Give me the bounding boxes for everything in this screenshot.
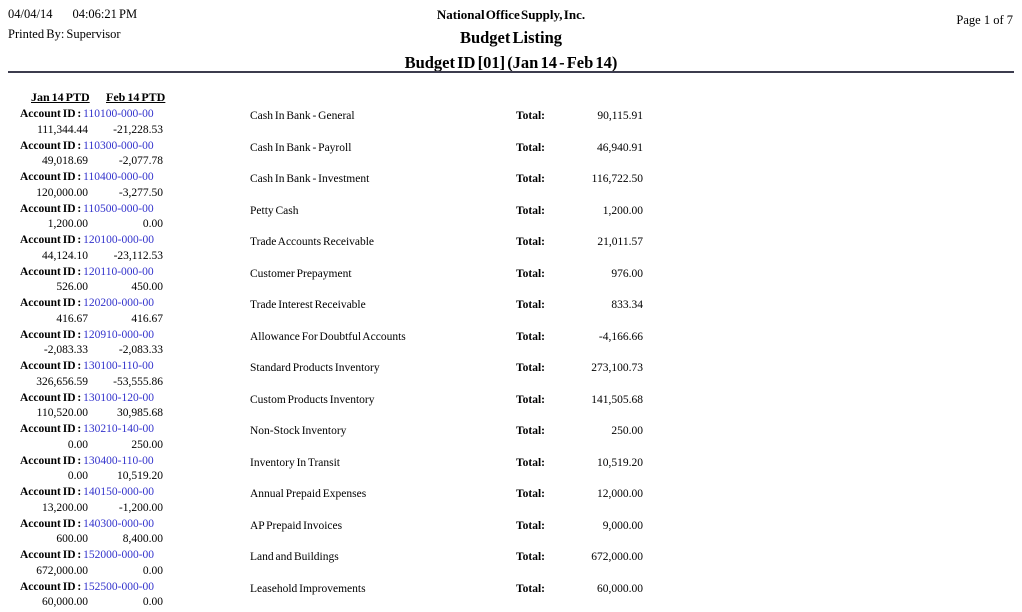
feb-ptd-value: 0.00 — [142, 564, 163, 577]
jan-ptd-value: 111,344.44 — [37, 123, 88, 136]
account-id-line — [20, 455, 154, 467]
account-id-line — [20, 486, 154, 498]
total-value: 9,000.00 — [602, 519, 643, 532]
account-id-link[interactable]: 120100-000-00 — [83, 234, 155, 246]
account-row — [0, 329, 1022, 361]
account-id-label: Account ID : — [20, 391, 82, 404]
jan-ptd-value: 1,200.00 — [47, 218, 88, 230]
account-id-link[interactable]: 130100-120-00 — [83, 391, 155, 404]
ptd-values-line — [0, 281, 163, 293]
jan-ptd-value: 0.00 — [67, 470, 88, 482]
account-id-link[interactable]: 152000-000-00 — [83, 549, 155, 561]
print-time: 04:06:21 PM — [72, 7, 138, 21]
account-id-line — [20, 329, 154, 341]
account-row — [0, 360, 1022, 392]
total-value: 21,011.57 — [597, 236, 643, 248]
total-label: Total: — [516, 299, 545, 311]
feb-ptd-value: -53,555.86 — [113, 375, 163, 388]
account-id-label: Account ID : — [20, 202, 82, 215]
account-id-link[interactable]: 130100-110-00 — [83, 360, 154, 372]
account-description: Trade Accounts Receivable — [250, 236, 375, 248]
total-value: 976.00 — [611, 267, 643, 280]
feb-ptd-value: -23,112.53 — [113, 249, 163, 262]
account-id-link[interactable]: 110500-000-00 — [83, 202, 154, 215]
total-label: Total: — [516, 204, 545, 217]
account-row — [0, 455, 1022, 487]
feb-ptd-value: 250.00 — [131, 438, 163, 451]
budget-table — [0, 90, 1022, 612]
ptd-values-line — [0, 376, 163, 388]
feb-ptd-value: -2,077.78 — [118, 155, 163, 167]
total-value: -4,166.66 — [598, 330, 643, 343]
account-id-label: Account ID : — [20, 139, 82, 152]
account-id-line — [20, 392, 154, 404]
account-description: Custom Products Inventory — [250, 393, 375, 406]
total-value: 1,200.00 — [602, 204, 643, 217]
ptd-values-line — [0, 439, 163, 451]
feb-ptd-value: 8,400.00 — [122, 533, 163, 545]
report-title: Budget Listing — [459, 28, 563, 47]
account-id-line — [20, 518, 154, 530]
total-label: Total: — [516, 362, 545, 374]
account-description: Land and Buildings — [250, 551, 339, 563]
jan-ptd-value: 44,124.10 — [42, 249, 88, 262]
total-value: 12,000.00 — [597, 488, 643, 500]
account-id-line — [20, 360, 154, 372]
feb-ptd-value: 30,985.68 — [117, 407, 163, 419]
header-divider — [8, 71, 1014, 73]
total-value: 273,100.73 — [591, 362, 643, 374]
total-label: Total: — [516, 393, 545, 406]
account-row — [0, 234, 1022, 266]
ptd-values-line — [0, 124, 163, 136]
total-label: Total: — [516, 141, 545, 154]
account-id-line — [20, 171, 154, 183]
account-row — [0, 549, 1022, 581]
total-label: Total: — [516, 488, 545, 500]
jan-ptd-value: 526.00 — [56, 281, 88, 293]
account-id-label: Account ID : — [20, 486, 82, 498]
account-row — [0, 140, 1022, 172]
account-row — [0, 108, 1022, 140]
account-id-link[interactable]: 110300-000-00 — [83, 139, 154, 152]
report-subtitle: Budget ID [01] (Jan 14 - Feb 14) — [404, 53, 618, 72]
total-value: 141,505.68 — [591, 393, 643, 406]
feb-ptd-value: 416.67 — [131, 312, 163, 325]
total-label: Total: — [516, 267, 545, 280]
company-name: National Office Supply, Inc. — [436, 7, 586, 22]
jan-ptd-value: 600.00 — [56, 533, 88, 545]
feb-ptd-value: 450.00 — [131, 281, 163, 293]
account-description: Trade Interest Receivable — [250, 299, 366, 311]
account-description: Inventory In Transit — [250, 456, 340, 469]
jan-ptd-value: 60,000.00 — [42, 596, 88, 608]
account-id-label: Account ID : — [20, 549, 82, 561]
ptd-values-line — [0, 565, 163, 577]
ptd-values-line — [0, 596, 163, 608]
account-id-line — [20, 266, 154, 278]
account-row — [0, 297, 1022, 329]
account-id-link[interactable]: 140150-000-00 — [83, 486, 155, 498]
jan-ptd-value: -2,083.33 — [43, 344, 88, 356]
total-label: Total: — [516, 582, 545, 595]
ptd-values-line — [0, 344, 163, 356]
account-row — [0, 486, 1022, 518]
jan-ptd-value: 416.67 — [56, 312, 88, 325]
total-value: 90,115.91 — [597, 110, 643, 122]
account-row — [0, 518, 1022, 550]
account-rows — [0, 108, 1022, 612]
total-value: 60,000.00 — [597, 582, 643, 595]
account-id-label: Account ID : — [20, 517, 82, 530]
account-id-line — [20, 297, 154, 309]
account-id-link[interactable]: 120910-000-00 — [83, 328, 155, 341]
account-id-link[interactable]: 130400-110-00 — [83, 454, 154, 467]
ptd-values-line — [0, 533, 163, 545]
printed-by: Printed By: Supervisor — [8, 27, 121, 41]
account-description: Leasehold Improvements — [250, 582, 366, 595]
feb-ptd-value: 10,519.20 — [117, 470, 163, 482]
account-row — [0, 581, 1022, 612]
account-id-label: Account ID : — [20, 234, 82, 246]
ptd-values-line — [0, 470, 163, 482]
report-titles — [0, 7, 1022, 73]
ptd-values-line — [0, 218, 163, 230]
account-row — [0, 171, 1022, 203]
account-id-line — [20, 140, 154, 152]
account-id-link[interactable]: 120110-000-00 — [83, 265, 154, 278]
ptd-values-line — [0, 187, 163, 199]
account-description: Customer Prepayment — [250, 267, 352, 280]
feb-ptd-value: -2,083.33 — [118, 344, 163, 356]
jan-ptd-value: 13,200.00 — [42, 501, 88, 514]
column-header-jan-ptd: Jan 14 PTD — [31, 90, 90, 104]
total-label: Total: — [516, 110, 545, 122]
account-description: Petty Cash — [250, 204, 299, 217]
jan-ptd-value: 49,018.69 — [42, 155, 88, 167]
total-label: Total: — [516, 551, 545, 563]
ptd-values-line — [0, 502, 163, 514]
total-label: Total: — [516, 456, 545, 469]
jan-ptd-value: 120,000.00 — [36, 186, 88, 199]
column-headers — [0, 90, 1022, 108]
account-id-label: Account ID : — [20, 580, 82, 593]
account-description: Cash In Bank - General — [250, 110, 355, 122]
account-row — [0, 203, 1022, 235]
jan-ptd-value: 672,000.00 — [36, 564, 88, 577]
account-description: Annual Prepaid Expenses — [250, 488, 367, 500]
account-description: AP Prepaid Invoices — [250, 519, 343, 532]
jan-ptd-value: 326,656.59 — [36, 375, 88, 388]
jan-ptd-value: 0.00 — [67, 438, 88, 451]
total-value: 672,000.00 — [591, 551, 643, 563]
account-row — [0, 392, 1022, 424]
account-id-label: Account ID : — [20, 265, 82, 278]
account-id-label: Account ID : — [20, 297, 82, 309]
ptd-values-line — [0, 155, 163, 167]
account-id-label: Account ID : — [20, 360, 82, 372]
print-date: 04/04/14 — [8, 7, 53, 21]
ptd-values-line — [0, 407, 163, 419]
account-id-line — [20, 549, 154, 561]
account-id-label: Account ID : — [20, 171, 82, 183]
total-value: 10,519.20 — [597, 456, 643, 469]
total-label: Total: — [516, 173, 545, 185]
total-label: Total: — [516, 236, 545, 248]
feb-ptd-value: -21,228.53 — [113, 123, 163, 136]
account-id-link[interactable]: 152500-000-00 — [83, 580, 155, 593]
account-id-label: Account ID : — [20, 108, 82, 120]
total-value: 250.00 — [611, 425, 643, 437]
total-label: Total: — [516, 330, 545, 343]
account-id-link[interactable]: 110100-000-00 — [83, 108, 154, 120]
ptd-values-line — [0, 313, 163, 325]
account-id-link[interactable]: 120200-000-00 — [83, 297, 155, 309]
account-id-label: Account ID : — [20, 454, 82, 467]
account-description: Allowance For Doubtful Accounts — [250, 330, 406, 343]
column-header-feb-ptd: Feb 14 PTD — [106, 90, 166, 104]
ptd-values-line — [0, 250, 163, 262]
total-value: 116,722.50 — [591, 173, 643, 185]
account-id-line — [20, 423, 154, 435]
total-value: 833.34 — [611, 299, 643, 311]
page-indicator: Page 1 of 7 — [956, 13, 1013, 27]
account-id-label: Account ID : — [20, 328, 82, 341]
account-id-link[interactable]: 130210-140-00 — [83, 423, 155, 435]
account-description: Cash In Bank - Payroll — [250, 141, 352, 154]
account-id-link[interactable]: 110400-000-00 — [83, 171, 154, 183]
account-row — [0, 423, 1022, 455]
total-value: 46,940.91 — [597, 141, 643, 154]
account-id-line — [20, 108, 154, 120]
account-description: Standard Products Inventory — [250, 362, 380, 374]
account-description: Non-Stock Inventory — [250, 425, 347, 437]
jan-ptd-value: 110,520.00 — [36, 407, 88, 419]
account-id-line — [20, 234, 154, 246]
account-row — [0, 266, 1022, 298]
account-id-line — [20, 203, 154, 215]
total-label: Total: — [516, 519, 545, 532]
feb-ptd-value: 0.00 — [142, 596, 163, 608]
feb-ptd-value: -1,200.00 — [118, 501, 163, 514]
feb-ptd-value: -3,277.50 — [118, 186, 163, 199]
total-label: Total: — [516, 425, 545, 437]
account-id-line — [20, 581, 154, 593]
account-description: Cash In Bank - Investment — [250, 173, 370, 185]
account-id-link[interactable]: 140300-000-00 — [83, 517, 155, 530]
feb-ptd-value: 0.00 — [142, 218, 163, 230]
account-id-label: Account ID : — [20, 423, 82, 435]
